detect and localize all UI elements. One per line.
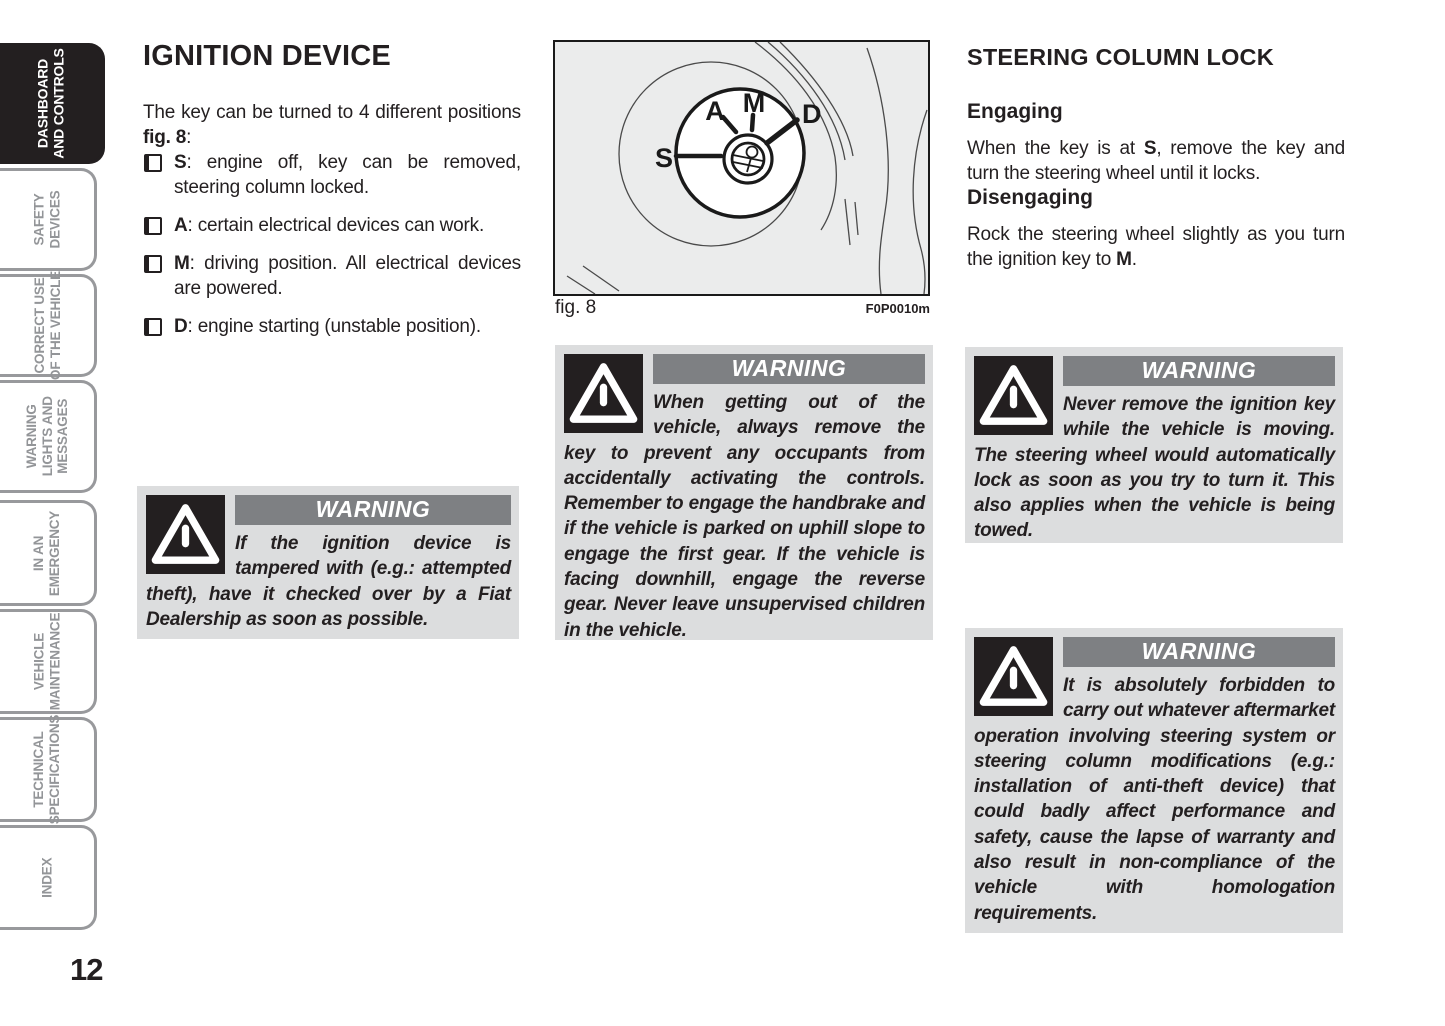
sidebar-tab-warning-lights[interactable] xyxy=(0,380,97,493)
figure-code: F0P0010m xyxy=(865,301,930,316)
ignition-title: IGNITION DEVICE xyxy=(143,40,391,72)
steering-warning-box-1 xyxy=(965,347,1343,543)
warning-header: WARNING xyxy=(1063,637,1335,667)
steering-section xyxy=(967,44,1345,272)
warning-header: WARNING xyxy=(1063,356,1335,386)
tab-label-line: EMERGENCY xyxy=(47,510,62,596)
ignition-figure xyxy=(553,40,930,296)
ignition-intro xyxy=(143,100,521,150)
disengaging-heading: Disengaging xyxy=(967,186,1094,209)
center-warning-box xyxy=(555,345,933,640)
paragraph-text: . xyxy=(1131,249,1137,270)
sidebar-tab-dashboard-and-controls[interactable] xyxy=(0,43,105,164)
key-position-s: S xyxy=(1143,138,1157,159)
intro-text: The key can be turned to 4 different positions xyxy=(143,102,521,123)
tab-label-line: SAFETY xyxy=(31,193,47,246)
tab-label-line: AND CONTROLS xyxy=(50,48,66,159)
bullet-text: : driving position. All electrical devices are powered. xyxy=(174,253,521,299)
tab-label-line: SPECIFICATIONS xyxy=(47,714,62,825)
warning-triangle-icon xyxy=(974,356,1053,435)
ignition-section xyxy=(143,40,521,352)
disengaging-paragraph xyxy=(967,222,1345,272)
tab-label xyxy=(39,857,55,897)
tab-label-line: VEHICLE xyxy=(31,632,47,691)
sidebar-tab-safety-devices[interactable] xyxy=(0,168,97,271)
tab-label xyxy=(32,191,63,249)
tab-label-line: IN AN xyxy=(31,535,47,571)
figure-label-s: S xyxy=(654,143,673,173)
bullet-key: S xyxy=(174,152,187,173)
engaging-heading: Engaging xyxy=(967,100,1063,123)
key-position-m: M xyxy=(1116,249,1132,270)
tab-label-line: DEVICES xyxy=(47,190,62,249)
bullet-text: : engine starting (unstable position). xyxy=(187,316,481,337)
tab-label-line: WARNING xyxy=(23,404,39,469)
ignition-key-diagram xyxy=(555,42,928,294)
paragraph-text: Rock the steering wheel slightly as you turn the ignition key to xyxy=(967,224,1345,270)
bullet-square-icon xyxy=(144,217,162,235)
page-number: 12 xyxy=(70,952,103,987)
figure-label-d: D xyxy=(802,99,822,129)
bullet-text: : engine off, key can be removed, steering column locked. xyxy=(174,152,521,198)
warning-text: When getting out of the vehicle, always remove the key to prevent any occupants from accidentally activating the controls. Remember to engage the handbrake and if the vehicle is parked on uphill slope to engage the first gear. If the vehicle is facing downhill, engage the reverse gear. Never leave unsupervised children in the vehicle. xyxy=(564,392,925,640)
bullet-key: D xyxy=(174,316,188,337)
figure-caption: fig. 8 xyxy=(555,297,597,318)
bullet-square-icon xyxy=(144,318,162,336)
warning-triangle-icon xyxy=(146,495,225,574)
tab-label-line: OF THE VEHICLE xyxy=(47,271,62,380)
tab-label xyxy=(32,715,63,824)
sidebar-tab-index[interactable] xyxy=(0,825,97,930)
warning-text: Never remove the ignition key while the vehicle is moving. The steering wheel would automatically lock as soon as you try to turn it. This also applies when the vehicle is being towed. xyxy=(974,394,1335,542)
bullet-item-a xyxy=(143,213,521,238)
sidebar-tab-technical-specifications[interactable] xyxy=(0,714,97,825)
tab-label-line: MAINTENANCE xyxy=(47,612,62,711)
engaging-paragraph xyxy=(967,136,1345,186)
tab-label xyxy=(32,613,63,711)
warning-triangle-icon xyxy=(974,637,1053,716)
paragraph-text: When the key is at xyxy=(967,138,1144,159)
figure-caption-row xyxy=(555,297,930,319)
tab-label xyxy=(32,510,63,595)
paragraph-text: , remove the key and turn the steering wheel until it locks. xyxy=(967,138,1345,184)
sidebar-tab-correct-use[interactable] xyxy=(0,271,97,380)
ignition-warning-box xyxy=(137,486,519,639)
sidebar-tab-vehicle-maintenance[interactable] xyxy=(0,609,97,714)
bullet-key: M xyxy=(174,253,190,274)
warning-text: If the ignition device is tampered with (e.g.: attempted theft), have it checked over by a Fiat Dealership as soon as possible. xyxy=(146,533,511,630)
tab-label-line: TECHNICAL xyxy=(31,731,47,808)
tab-label xyxy=(24,397,71,477)
bullet-text: : certain electrical devices can work. xyxy=(187,215,485,236)
figure-reference: fig. 8 xyxy=(143,127,187,148)
warning-triangle-icon xyxy=(564,354,643,433)
bullet-square-icon xyxy=(144,154,162,172)
figure-label-a: A xyxy=(705,96,725,126)
warning-header: WARNING xyxy=(653,354,925,384)
bullet-item-d xyxy=(143,314,521,339)
warning-text: It is absolutely forbidden to carry out whatever aftermarket operation involving steering system or steering column modifications (e.g.: installation of anti-theft device) that could badly affect performance and safety, cause the lapse of warranty and also result in non-compliance of the vehicle with homologation requirements. xyxy=(974,675,1335,924)
tab-label xyxy=(32,271,63,380)
bullet-item-m xyxy=(143,251,521,301)
tab-label-line: MESSAGES xyxy=(54,399,70,474)
tab-label-line: LIGHTS AND xyxy=(39,396,55,477)
tab-label-line: DASHBOARD xyxy=(34,58,51,149)
warning-header: WARNING xyxy=(235,495,511,525)
bullet-square-icon xyxy=(144,255,162,273)
steering-warning-box-2 xyxy=(965,628,1343,933)
bullet-item-s xyxy=(143,150,521,200)
tab-label-line: CORRECT USE xyxy=(31,277,47,374)
figure-label-m: M xyxy=(742,88,766,118)
steering-title: STEERING COLUMN LOCK xyxy=(967,44,1274,70)
tab-label xyxy=(36,48,67,158)
tab-label-line: INDEX xyxy=(39,857,55,898)
sidebar-tab-in-an-emergency[interactable] xyxy=(0,500,97,606)
intro-text: : xyxy=(186,127,192,148)
bullet-key: A xyxy=(174,215,188,236)
